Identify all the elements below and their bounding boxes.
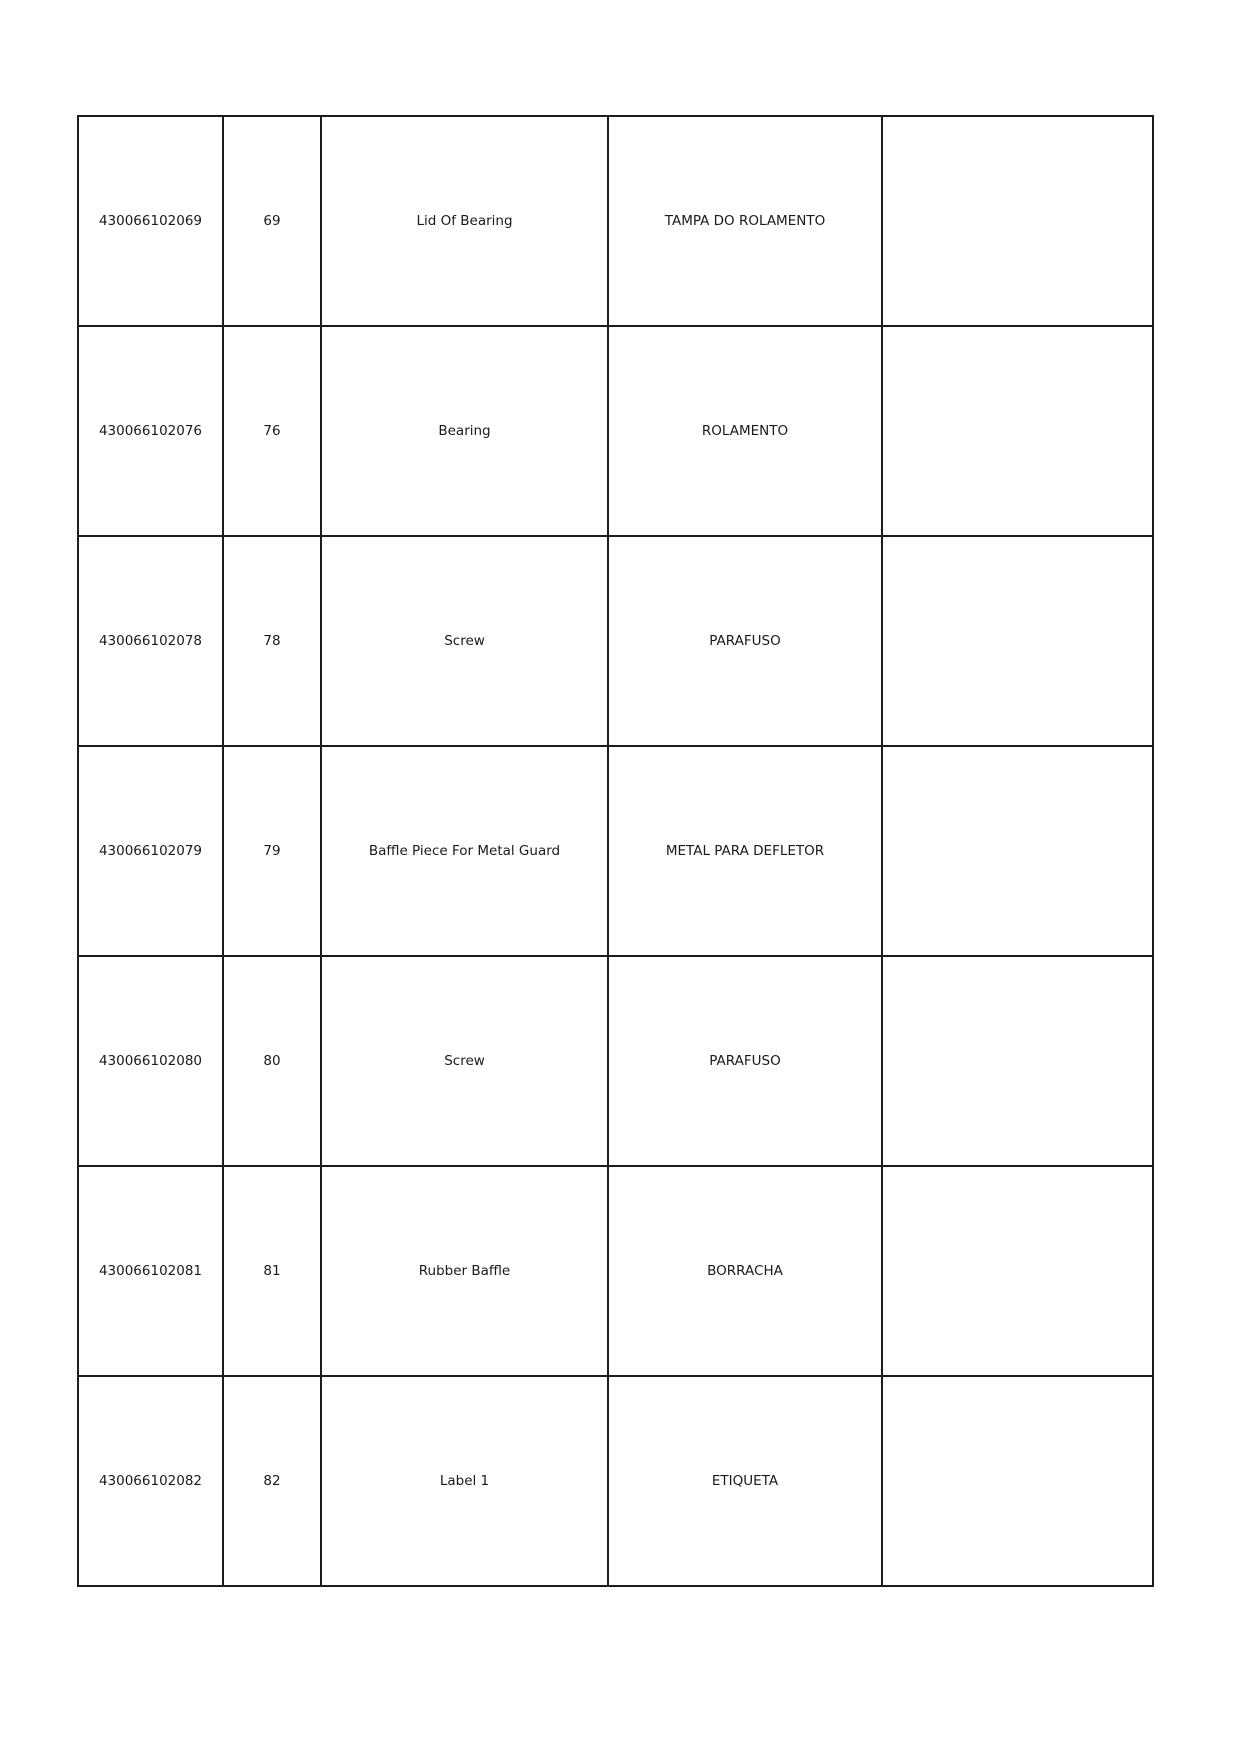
cell-position-number: 69	[223, 116, 321, 326]
table-row	[78, 326, 1153, 536]
cell-position-number: 76	[223, 326, 321, 536]
cell-notes-empty	[882, 956, 1153, 1166]
cell-part-number: 430066102081	[78, 1166, 223, 1376]
cell-description-english: Label 1	[321, 1376, 608, 1586]
parts-table	[77, 115, 1154, 1587]
cell-notes-empty	[882, 1166, 1153, 1376]
cell-description-english: Baffle Piece For Metal Guard	[321, 746, 608, 956]
cell-description-portuguese: ETIQUETA	[608, 1376, 882, 1586]
table-row	[78, 536, 1153, 746]
cell-notes-empty	[882, 536, 1153, 746]
cell-part-number: 430066102078	[78, 536, 223, 746]
cell-part-number: 430066102082	[78, 1376, 223, 1586]
cell-part-number: 430066102080	[78, 956, 223, 1166]
cell-position-number: 81	[223, 1166, 321, 1376]
cell-description-portuguese: BORRACHA	[608, 1166, 882, 1376]
cell-description-english: Lid Of Bearing	[321, 116, 608, 326]
cell-notes-empty	[882, 326, 1153, 536]
cell-description-portuguese: ROLAMENTO	[608, 326, 882, 536]
cell-notes-empty	[882, 116, 1153, 326]
cell-description-english: Screw	[321, 956, 608, 1166]
cell-description-english: Rubber Baffle	[321, 1166, 608, 1376]
cell-notes-empty	[882, 1376, 1153, 1586]
cell-part-number: 430066102076	[78, 326, 223, 536]
table-row	[78, 746, 1153, 956]
cell-description-portuguese: TAMPA DO ROLAMENTO	[608, 116, 882, 326]
table-row	[78, 116, 1153, 326]
parts-table-body	[78, 116, 1153, 1586]
cell-description-portuguese: METAL PARA DEFLETOR	[608, 746, 882, 956]
cell-description-english: Bearing	[321, 326, 608, 536]
cell-position-number: 78	[223, 536, 321, 746]
cell-description-portuguese: PARAFUSO	[608, 956, 882, 1166]
cell-description-english: Screw	[321, 536, 608, 746]
cell-description-portuguese: PARAFUSO	[608, 536, 882, 746]
table-row	[78, 1166, 1153, 1376]
table-row	[78, 956, 1153, 1166]
cell-notes-empty	[882, 746, 1153, 956]
table-row	[78, 1376, 1153, 1586]
cell-position-number: 82	[223, 1376, 321, 1586]
cell-position-number: 79	[223, 746, 321, 956]
cell-part-number: 430066102069	[78, 116, 223, 326]
cell-position-number: 80	[223, 956, 321, 1166]
cell-part-number: 430066102079	[78, 746, 223, 956]
